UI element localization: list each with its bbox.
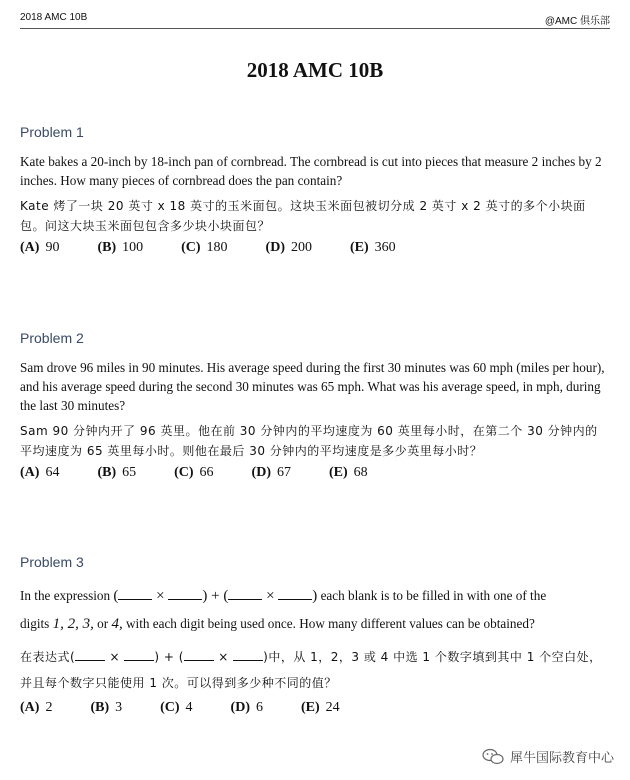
- answer-choices: [20, 240, 610, 256]
- page-header: [20, 8, 610, 29]
- problem-text-en: Sam drove 96 miles in 90 minutes. His average speed during the first 30 minutes was 60 mph (miles per hour), and his average speed during the second 30 minutes was 65 mph. What was his average speed, in mph, during the last 30 minutes?: [20, 360, 605, 413]
- header-left: 2018 AMC 10B: [20, 12, 88, 23]
- answer-choices: [20, 700, 610, 716]
- problem-text-en: Kate bakes a 20-inch by 18-inch pan of cornbread. The cornbread is cut into pieces that measure 2 inches by 2 inches. How many pieces of cornbread does the pan contain?: [20, 154, 602, 188]
- choice-d: (D) 6: [230, 700, 263, 715]
- problem-1: [20, 124, 610, 256]
- choice-c: (C) 180: [181, 240, 228, 255]
- choice-b: (B) 100: [97, 240, 144, 255]
- choice-b: (B) 65: [97, 465, 137, 480]
- problem-text-en: In the expression ( × ) + ( × ) each blank is to be filled in with one of the digits 1, 2, 3, or 4, with each digit being used once. How many different values can be obtained?: [20, 588, 547, 632]
- problem-heading: Problem 1: [20, 124, 84, 140]
- problem-heading: Problem 3: [20, 554, 84, 570]
- header-right: @AMC 俱乐部: [544, 16, 610, 27]
- choice-e: (E) 24: [300, 700, 340, 715]
- choice-c: (C) 66: [174, 465, 214, 480]
- choice-d: (D) 67: [251, 465, 291, 480]
- problem-text-cn: Kate 烤了一块 20 英寸 x 18 英寸的玉米面包。这块玉米面包被切分成 2 英寸 x 2 英寸的多个小块面包。问这大块玉米面包包含多少块小块面包？: [20, 199, 586, 233]
- watermark: [482, 747, 614, 766]
- problem-heading: Problem 2: [20, 330, 84, 346]
- choice-e: (E) 68: [328, 465, 368, 480]
- problem-text-cn: 在表达式( × ) + ( × )中，从 1，2，3 或 4 中选 1 个数字填到其中 1 个空白处，并且每个数字只能使用 1 次。可以得到多少种不同的值？: [20, 650, 602, 690]
- choice-b: (B) 3: [90, 700, 123, 715]
- watermark-text: 犀牛国际教育中心: [509, 751, 614, 766]
- expression: ( × ) + ( × ): [113, 588, 318, 604]
- choice-a: (A) 90: [20, 240, 60, 255]
- problem-2: [20, 330, 610, 481]
- choice-a: (A) 64: [20, 465, 60, 480]
- choice-c: (C) 4: [160, 700, 193, 715]
- document-title: 2018 AMC 10B: [246, 58, 384, 82]
- problem-text-cn: Sam 90 分钟内开了 96 英里。他在前 30 分钟内的平均速度为 60 英里每小时，在第二个 30 分钟内的平均速度为 65 英里每小时。则他在最后 30 分钟内的平均速度是多少英里每小时？: [20, 424, 598, 458]
- wechat-icon: [482, 748, 504, 766]
- problem-3: [20, 554, 610, 716]
- answer-choices: [20, 465, 610, 481]
- choice-d: (D) 200: [265, 240, 312, 255]
- choice-e: (E) 360: [349, 240, 396, 255]
- choice-a: (A) 2: [20, 700, 53, 715]
